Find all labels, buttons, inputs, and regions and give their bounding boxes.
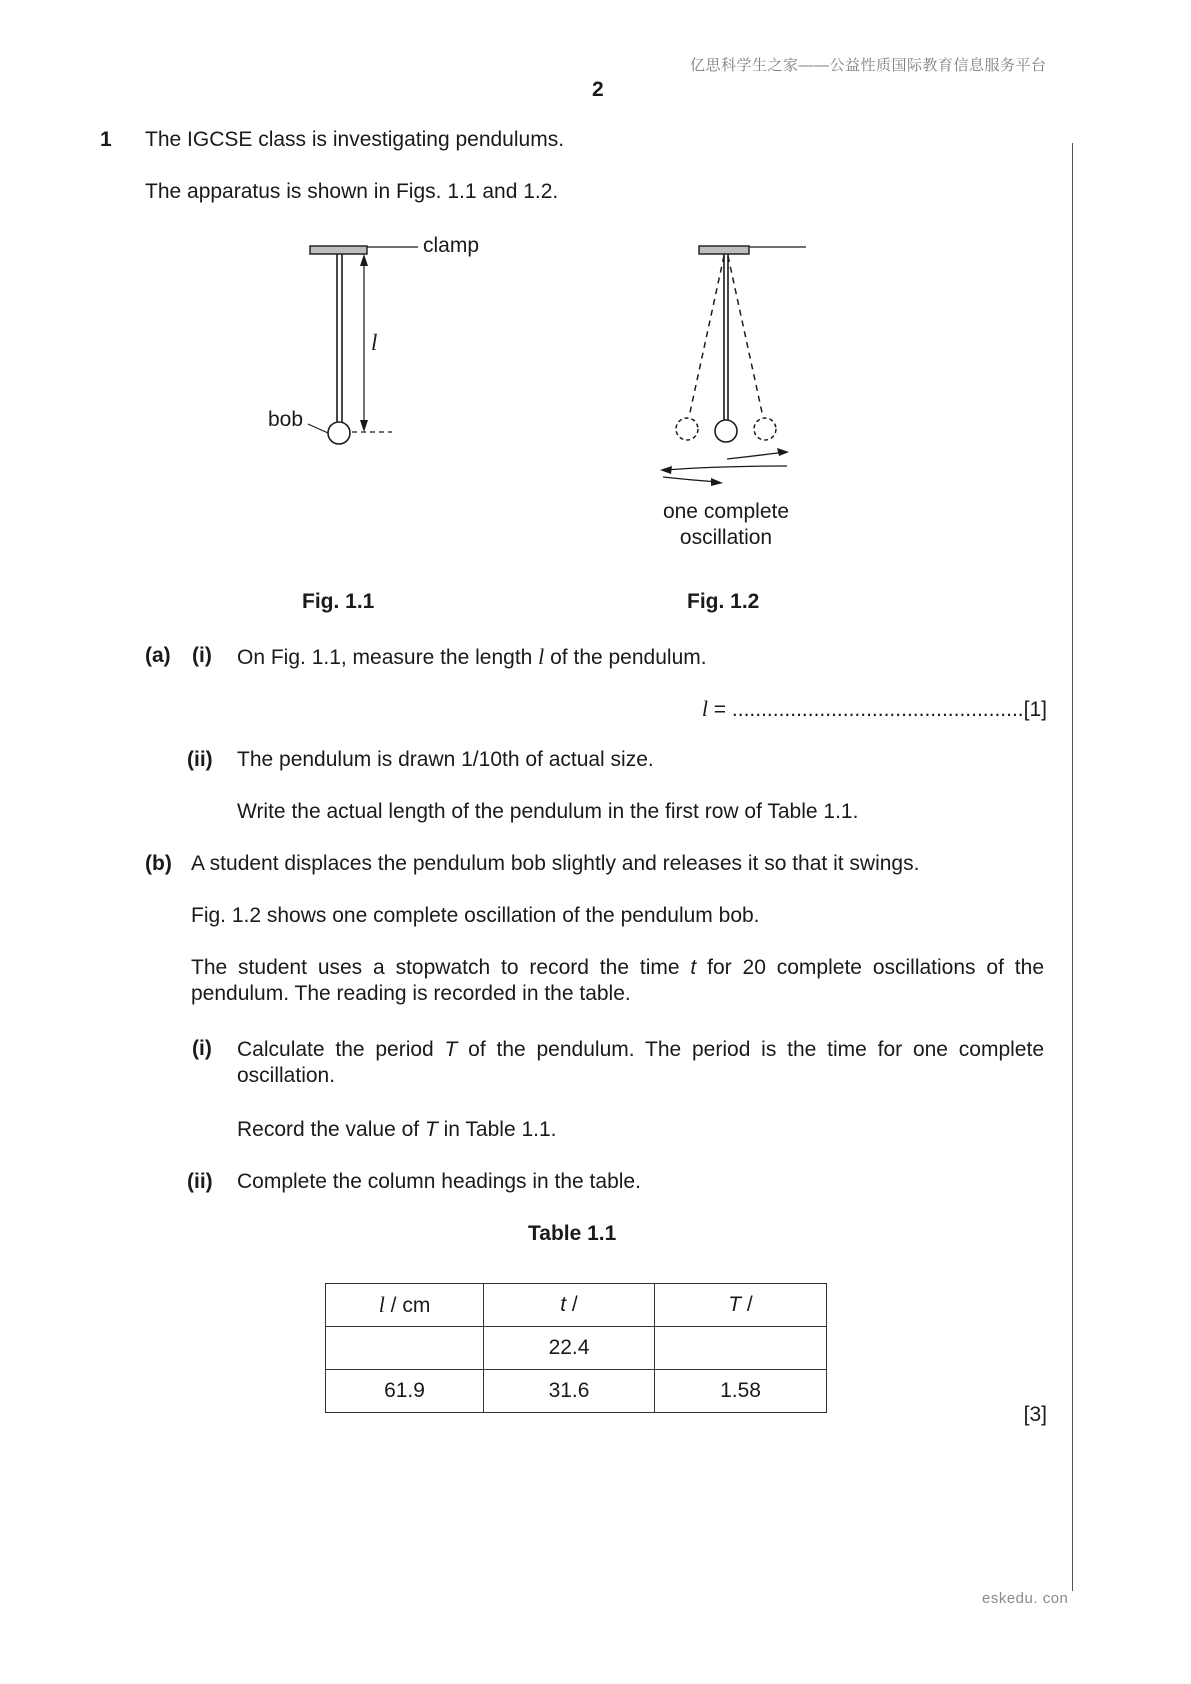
arrow-left-head [660,466,672,474]
arrow-right-upper-head [777,448,789,456]
part-b-stopwatch-text [191,955,1044,1007]
table-cell-length[interactable] [326,1327,484,1370]
record-after: in Table 1.1. [437,1118,557,1141]
apparatus-text: The apparatus is shown in Figs. 1.1 and 1.2. [145,180,559,203]
right-dashed-bob [754,418,776,440]
part-a-ii-text: The pendulum is drawn 1/10th of actual size. [237,748,654,771]
part-b-ii-text: Complete the column headings in the table. [237,1170,641,1193]
part-a-ii-label: (ii) [187,748,213,771]
length-symbol-label: l [371,330,378,355]
part-b-i-text-before: Calculate the period [237,1038,445,1061]
header-time-symbol: t [560,1293,567,1316]
stopwatch-symbol: t [690,956,697,979]
table-cell-period[interactable] [655,1327,827,1370]
part-a-ii-instruction: Write the actual length of the pendulum in the first row of Table 1.1. [237,800,859,823]
answer-equals: = [707,698,732,721]
clamp-shape-2 [699,246,749,254]
part-b-i-record [237,1118,556,1142]
bob-label: bob [268,408,304,431]
stopwatch-after: for 20 complete oscillations of the pendulum. The reading is recorded in the table. [191,956,1044,1005]
table-marks: [3] [1023,1403,1047,1426]
left-dashed-bob [676,418,698,440]
table-cell-period: 1.58 [655,1370,827,1413]
question-intro: The IGCSE class is investigating pendulums. [145,128,565,151]
part-b-text: A student displaces the pendulum bob slightly and releases it so that it swings. [191,852,920,875]
answer-symbol: l [701,696,708,721]
header-cell-length[interactable] [326,1284,484,1327]
header-length-symbol: l [378,1292,385,1317]
figure-1-2 [0,0,1191,700]
record-symbol: T [424,1118,438,1141]
fig-1-2-caption: Fig. 1.2 [687,590,760,613]
arrow-right-lower [663,477,718,482]
part-a-label: (a) [145,644,171,667]
table-cell-length: 61.9 [326,1370,484,1413]
arrow-right-lower-head [711,478,723,486]
centre-bob [715,420,737,442]
clamp-label: clamp [423,234,480,257]
header-site-note: 亿思科学生之家——公益性质国际教育信息服务平台 [690,57,1047,74]
part-a-i-answer-line [702,696,1047,722]
record-before: Record the value of [237,1118,425,1141]
part-a-i-marks: [1] [1023,698,1047,721]
arrow-right-upper [727,452,785,459]
table-cell-time: 31.6 [484,1370,655,1413]
arrow-left [665,466,787,470]
part-b-i-label: (i) [192,1037,212,1060]
part-b-ii-label: (ii) [187,1170,213,1193]
table-title: Table 1.1 [528,1222,617,1245]
answer-dots: .................................................. [731,698,1024,721]
part-b-fig-note: Fig. 1.2 shows one complete oscillation of the pendulum bob. [191,904,760,927]
header-time-unit: / [566,1293,578,1316]
oscillation-label-line2: oscillation [679,526,773,549]
left-dashed-string [689,256,724,417]
header-length-unit: / cm [384,1294,431,1317]
fig-1-1-caption: Fig. 1.1 [302,590,375,613]
table-header-row [326,1284,827,1327]
part-a-i-label: (i) [192,644,212,667]
page-number: 2 [592,78,604,101]
table-1-1 [325,1283,827,1413]
right-dashed-string [728,256,763,417]
part-a-i-symbol: l [538,644,545,669]
part-b-i-symbol: T [444,1038,458,1061]
header-period-unit: / [741,1293,753,1316]
part-b-i-text [237,1037,1044,1089]
header-period-symbol: T [728,1293,742,1316]
oscillation-label-line1: one complete [662,500,790,523]
stopwatch-before: The student uses a stopwatch to record the time [191,956,691,979]
question-number: 1 [100,128,112,151]
table-cell-time: 22.4 [484,1327,655,1370]
header-cell-period[interactable] [655,1284,827,1327]
header-cell-time[interactable] [484,1284,655,1327]
table-row [326,1370,827,1413]
part-a-i-text-before: On Fig. 1.1, measure the length [237,646,539,669]
table-row [326,1327,827,1370]
part-b-i-text-after: of the pendulum. The period is the time for one complete oscillation. [237,1038,1045,1087]
footer-site: eskedu. con [982,1590,1069,1607]
part-b-label: (b) [145,852,172,875]
part-a-i-text [237,644,707,670]
part-a-i-text-after: of the pendulum. [544,646,707,669]
